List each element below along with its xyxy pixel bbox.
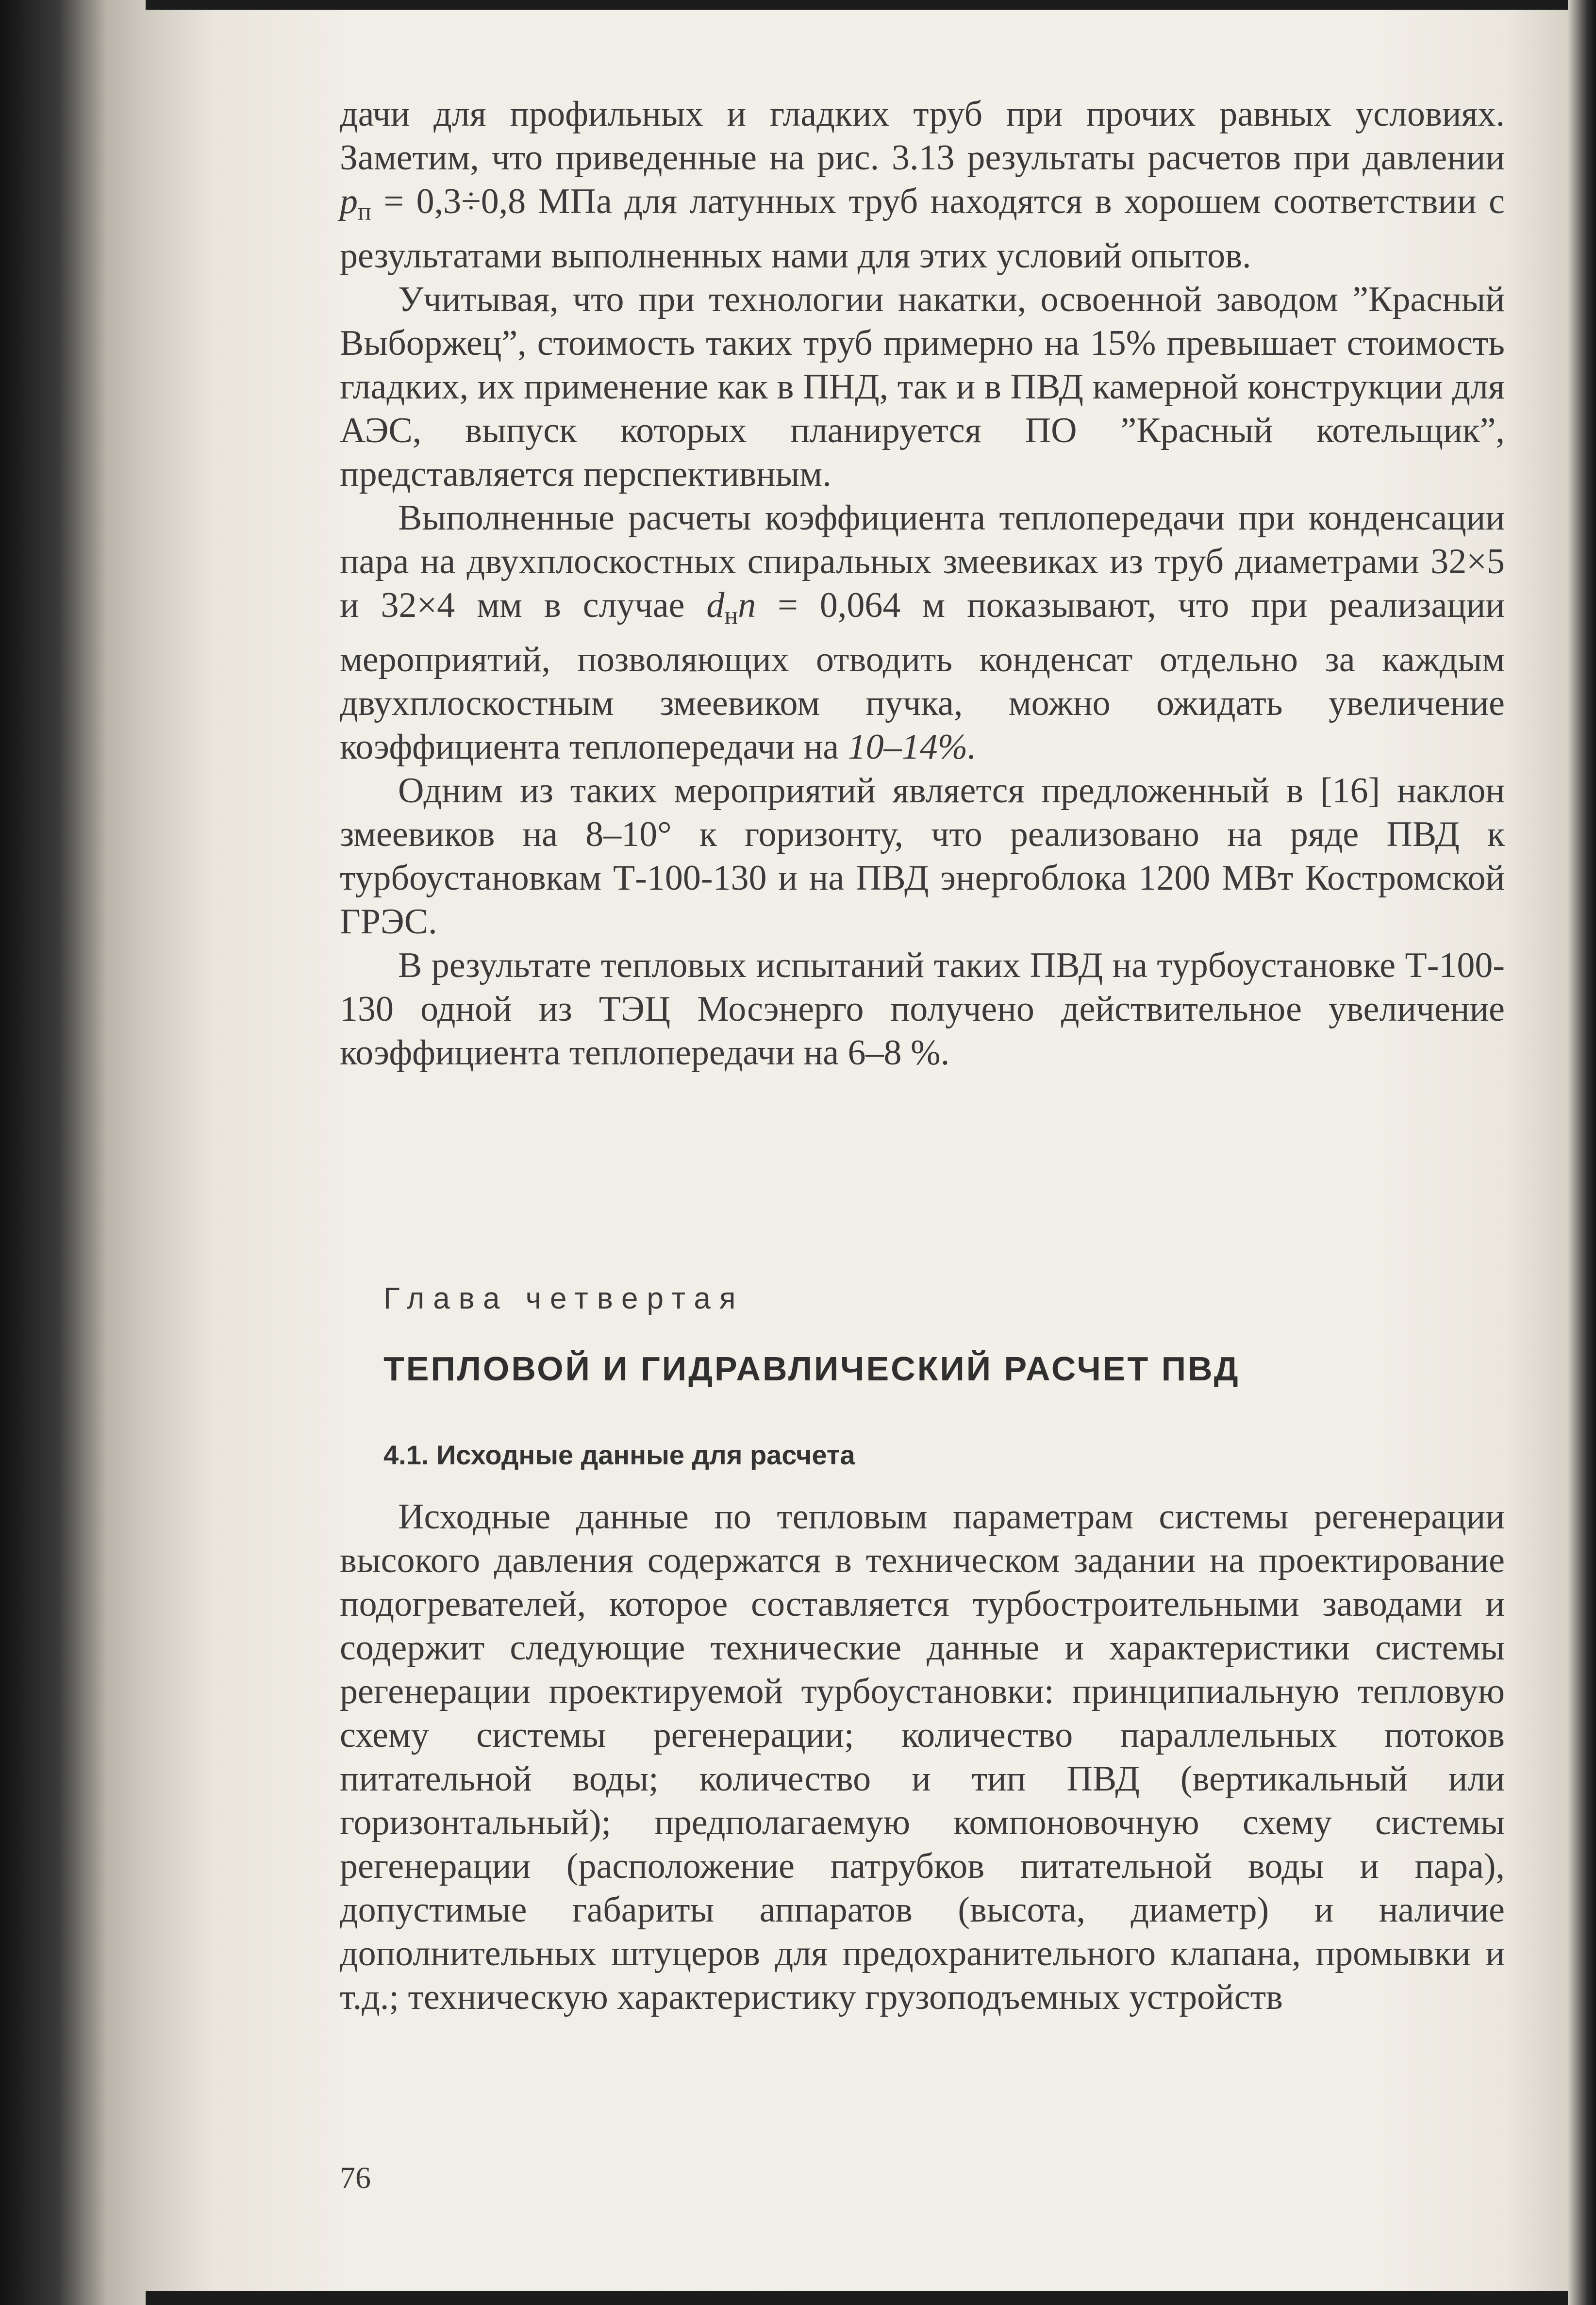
paragraph-text: Выполненные расчеты коэффициента теплопередачи при конденсации пара на двухплоскостных спиральных змеевиках из труб диаметрами 32×5 и 32×4 мм в случае bbox=[340, 498, 1505, 625]
formula-variable: p bbox=[340, 182, 358, 221]
paragraph-calculations bbox=[340, 496, 1505, 769]
formula-subscript: н bbox=[724, 602, 738, 630]
paragraph-input-data: Исходные данные по тепловым параметрам системы регенерации высокого давления содержатся в техническом задании на проектирование подогревателей, которое составляется турбостроительными заводами и содержит следующие технические данные и характеристики системы регенерации проектируемой турбоустановки: принципиальную тепловую схему системы регенерации; количество параллельных потоков питательной воды; количество и тип ПВД (вертикальный или горизонтальный); предполагаемую компоновочную схему системы регенерации (расположение патрубков питательной воды и пара), допустимые габариты аппаратов (высота, диаметр) и наличие дополнительных штуцеров для предохранительного клапана, промывки и т.д.; техническую характеристику грузоподъемных устройств bbox=[340, 1497, 1505, 2017]
paragraph-text: дачи для профильных и гладких труб при прочих равных условиях. Заметим, что приведенные на рис. 3.13 результаты расчетов при давлении bbox=[340, 94, 1505, 178]
section-title: 4.1. Исходные данные для расчета bbox=[383, 1440, 855, 1470]
paragraph-text: = 0,3÷0,8 МПа для латунных труб находятся в хорошем соответствии с результатами выполненных нами для этих условий опытов. bbox=[340, 182, 1505, 276]
formula-range: 10–14%. bbox=[848, 727, 977, 767]
page-edge-shadow bbox=[1568, 0, 1596, 2305]
book-gutter-shadow bbox=[0, 0, 146, 2305]
paragraph-measures: Одним из таких мероприятий является предложенный в [16] наклон змеевиков на 8–10° к горизонту, что реализовано на ряде ПВД к турбоустановкам Т-100-130 и на ПВД энергоблока 1200 МВт Костромской ГРЭС. bbox=[340, 771, 1505, 942]
page-number: 76 bbox=[340, 2160, 371, 2195]
formula-variable: n bbox=[738, 585, 756, 625]
paragraph-cost: Учитывая, что при технологии накатки, освоенной заводом ”Красный Выборжец”, стоимость таких труб примерно на 15% превышает стоимость гладких, их применение как в ПНД, так и в ПВД камерной конструкции для АЭС, выпуск которых планируется ПО ”Красный котельщик”, представляется перспективным. bbox=[340, 280, 1505, 494]
chapter-title: ТЕПЛОВОЙ И ГИДРАВЛИЧЕСКИЙ РАСЧЕТ ПВД bbox=[383, 1350, 1240, 1388]
paragraph-continuation bbox=[340, 92, 1505, 278]
paragraph-results: В результате тепловых испытаний таких ПВД на турбоустановке Т-100-130 одной из ТЭЦ Мосэнерго получено действительное увеличение коэффициента теплопередачи на 6–8 %. bbox=[340, 945, 1505, 1073]
chapter-label: Глава четвертая bbox=[383, 1282, 745, 1315]
top-text-block bbox=[340, 92, 1505, 1075]
bottom-text-block bbox=[340, 1495, 1505, 2019]
formula-variable: d bbox=[706, 585, 725, 625]
formula-subscript: п bbox=[358, 198, 371, 226]
paragraph-text: = 0,064 м показывают, что при реализации мероприятий, позволяющих отводить конденсат отдельно за каждым двухплоскостным змеевиком пучка, можно ожидать увеличение коэффициента теплопередачи на bbox=[340, 585, 1505, 767]
